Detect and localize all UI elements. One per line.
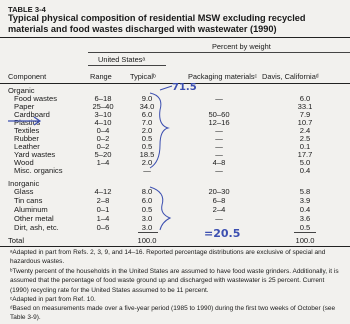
row-davis: 33.1 xyxy=(297,102,313,111)
header-packaging: Packaging materialsᶜ xyxy=(188,72,258,81)
table-title-line-1: Typical physical composition of residential MSW excluding recycled xyxy=(8,13,306,23)
row-packaging: 2–4 xyxy=(212,205,226,214)
section-organic: Organic xyxy=(8,86,35,95)
row-typical: 0.5 xyxy=(141,205,153,214)
row-range: 0–2 xyxy=(96,134,110,143)
row-name: Food wastes xyxy=(14,94,58,103)
row-davis: 6.0 xyxy=(299,94,311,103)
row-typical: 34.0 xyxy=(139,102,155,111)
row-packaging: — xyxy=(215,126,223,135)
row-packaging: 4–8 xyxy=(212,158,226,167)
row-name: Dirt, ash, etc. xyxy=(14,223,59,232)
us-header: United Statesᵃ xyxy=(98,55,146,64)
inorganic-bracket-mark xyxy=(150,187,170,230)
row-name: Yard wastes xyxy=(14,150,56,159)
row-packaging: — xyxy=(215,142,223,151)
row-davis: 3.9 xyxy=(299,196,311,205)
row-davis: 0.1 xyxy=(299,142,311,151)
row-typical: 3.0 xyxy=(141,214,153,223)
row-davis: 7.9 xyxy=(299,110,311,119)
row-typical: 9.0 xyxy=(141,94,153,103)
row-davis: 0.4 xyxy=(299,166,311,175)
row-typical: 8.0 xyxy=(141,187,153,196)
percent-by-weight-header: Percent by weight xyxy=(212,42,271,51)
handwritten-total-organic: 71.5 xyxy=(172,82,197,93)
typical-bracket-mark xyxy=(150,93,168,168)
row-name: Plastics xyxy=(14,118,41,127)
row-davis: 10.7 xyxy=(297,118,313,127)
header-typical: Typicalᵇ xyxy=(130,72,156,81)
row-packaging: — xyxy=(215,166,223,175)
row-typical: 2.0 xyxy=(141,126,153,135)
row-range: 1–4 xyxy=(96,214,110,223)
row-typical: 6.0 xyxy=(141,196,153,205)
row-typical: 7.0 xyxy=(141,118,153,127)
row-name: Misc. organics xyxy=(14,166,63,175)
row-range: 4–10 xyxy=(94,118,112,127)
row-typical: 6.0 xyxy=(141,110,153,119)
row-davis: 17.7 xyxy=(297,150,313,159)
row-packaging: — xyxy=(215,134,223,143)
total-typical: 100.0 xyxy=(137,236,157,245)
row-name: Cardboard xyxy=(14,110,50,119)
row-range: 0–6 xyxy=(96,223,110,232)
row-name: Textiles xyxy=(14,126,40,135)
footnote-d: ᵈBased on measurements made over a five-year period (1985 to 1990) during the first two weeks of October (see Table 3-9). xyxy=(10,305,336,322)
row-typical: — xyxy=(143,166,151,175)
row-range: 0–4 xyxy=(96,126,110,135)
row-typical: 0.5 xyxy=(141,134,153,143)
footnote-b: ᵇTwenty percent of the households in the United States are assumed to have food waste grinders. Additionally, it is assumed that the percentage of food waste ground up and discharged with wastewater is 25 percent. Current (1990) recycling rate for the United States assumed to be 11 percent. xyxy=(10,268,339,294)
row-packaging: 6–8 xyxy=(212,196,226,205)
row-davis: 0.4 xyxy=(299,205,311,214)
row-packaging: 20–30 xyxy=(208,187,230,196)
row-davis: 3.6 xyxy=(299,214,311,223)
header-range: Range xyxy=(90,72,112,81)
row-name: Other metal xyxy=(14,214,54,223)
row-typical: 2.0 xyxy=(141,158,153,167)
section-inorganic: Inorganic xyxy=(8,179,40,188)
row-range: 2–8 xyxy=(96,196,110,205)
row-packaging: — xyxy=(215,150,223,159)
row-name: Tin cans xyxy=(14,196,43,205)
row-davis: 0.5 xyxy=(299,223,311,232)
row-name: Aluminum xyxy=(14,205,48,214)
row-name: Paper xyxy=(14,102,35,111)
row-packaging: — xyxy=(215,214,223,223)
row-packaging: 50–60 xyxy=(208,110,230,119)
row-range: 3–10 xyxy=(94,110,112,119)
row-davis: 5.0 xyxy=(299,158,311,167)
organic-arrow-mark xyxy=(160,86,172,90)
row-range: 1–4 xyxy=(96,158,110,167)
header-davis: Davis, Californiaᵈ xyxy=(262,72,319,81)
row-range: 6–18 xyxy=(94,94,112,103)
row-name: Leather xyxy=(14,142,40,151)
row-typical: 3.0 xyxy=(141,223,153,232)
row-name: Wood xyxy=(14,158,34,167)
footnote-c: ᶜAdapted in part from Ref. 10. xyxy=(10,296,96,303)
row-davis: 2.5 xyxy=(299,134,311,143)
row-range: 25–40 xyxy=(92,102,114,111)
table-number: TABLE 3-4 xyxy=(8,5,46,14)
table-title-line-2: materials and food wastes discharged with wastewater (1990) xyxy=(8,24,277,34)
plastics-arrow-mark xyxy=(8,117,40,125)
row-range: 4–12 xyxy=(94,187,112,196)
row-typical: 18.5 xyxy=(139,150,155,159)
row-name: Glass xyxy=(14,187,34,196)
row-range: 5–20 xyxy=(94,150,112,159)
row-packaging: — xyxy=(215,94,223,103)
row-name: Rubber xyxy=(14,134,39,143)
total-label: Total xyxy=(8,236,25,245)
row-range: 0–2 xyxy=(96,142,110,151)
row-typical: 0.5 xyxy=(141,142,153,151)
footnote-a: ᵃAdapted in part from Refs. 2, 3, 9, and 14–16. Reported percentage distributions are exclusive of special and hazardous wastes. xyxy=(10,249,326,266)
row-davis: 2.4 xyxy=(299,126,311,135)
row-davis: 5.8 xyxy=(299,187,311,196)
header-component: Component xyxy=(8,72,47,81)
row-packaging: 12–16 xyxy=(208,118,230,127)
total-davis: 100.0 xyxy=(295,236,315,245)
row-range: 0–1 xyxy=(96,205,110,214)
handwritten-total-inorganic: =20.5 xyxy=(204,227,241,240)
